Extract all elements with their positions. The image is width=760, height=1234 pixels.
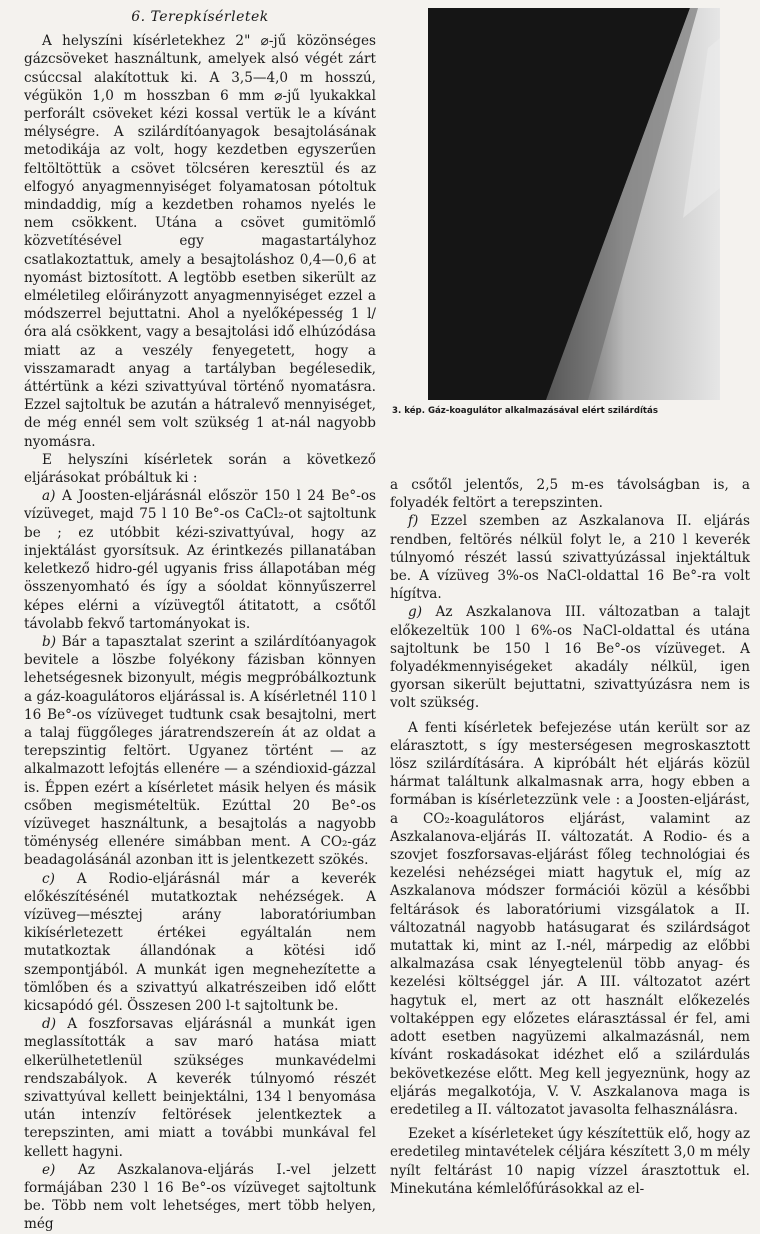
- paragraph-methods-list: E helyszíni kísérletek során a következő eljárásokat próbáltuk ki :: [24, 451, 376, 487]
- item-label-e: e): [42, 1161, 56, 1178]
- paragraph-b: [24, 633, 376, 870]
- figure-photo: [428, 8, 720, 400]
- item-text-a: A Joosten-eljárásnál először 150 l 24 Be°-os vízüveget, majd 75 l 10 Be°-os CaCl₂-ot sajtoltunk be ; ez utóbbit kézi-szivattyúval, hogy az injektálást gyorsítsuk. Az érintkezés pillanatában keletkező hidro-gél ugyanis friss állapotában még összenyomható és így a sóoldat könnyűszerrel képes elérni a vízüvegtől átitatott, a csőtől távolabb fekvő tartományokat is.: [24, 488, 376, 632]
- paragraph-a: [24, 487, 376, 633]
- item-text-f: Ezzel szemben az Aszkalanova II. eljárás rendben, feltörés nélkül folyt le, a 210 l keverék túlnyomó részét lassú szivattyúzással injektáltuk be. A vízüveg 3%-os NaCl-oldattal 16 Be°-ra volt hígítva.: [390, 513, 750, 603]
- paragraph-d: [24, 1015, 376, 1161]
- paragraph-g: [390, 603, 750, 712]
- paragraph-intro: A helyszíni kísérletekhez 2" ⌀-jű közönséges gázcsöveket használtunk, amelyek alsó végét zárt csúccsal alakítottuk ki. A 3,5—4,0 m hosszú, végükön 1,0 m hosszban 6 mm ⌀-jű lyukakkal perforált csöveket kézi kossal vertük le a kívánt mélységre. A szilárdítóanyagok besajtolásának metodikája az volt, hogy kezdetben egyszerűen feltöltöttük a csövet tölcséren keresztül és az elfogyó anyagmennyiséget folyamatosan pótoltuk mindaddig, míg a kezdetben rohamos nyelés le nem csökkent. Utána a csövet gumitömlő közvetítésével egy magastartályhoz csatlakoztattuk, amely a besajtoláshoz 0,4—0,6 at nyomást biztosított. A legtöbb esetben sikerült az elméletileg előirányzott anyagmennyiséget ezzel a módszerrel bejuttatni. Ahol a nyelőképesség 1 l/óra alá csökkent, vagy a besajtolási idő elhúzódása miatt az a veszély fenyegetett, hogy a visszamaradt anyag a tartályban begélesedik, áttértünk a kézi szivattyúval történő nyomatásra. Ezzel sajtoltuk be azután a hátralevő mennyiséget, de még ennél sem volt szükség 1 at-nál nagyobb nyomásra.: [24, 33, 376, 450]
- right-column: [390, 476, 750, 1198]
- item-label-c: c): [42, 870, 55, 887]
- item-text-d: A foszforsavas eljárásnál a munkát igen meglassították a sav maró hatása miatt elkerülhetetlenül szükséges munkavédelmi rendszabályok. A keverék túlnyomó részét szivattyúval kellett beinjektálni, 134 l benyomása után intenzív feltörések jelentkeztek a terepszinten, ami miatt a további munkával fel kellett hagyni.: [24, 1016, 376, 1160]
- section-heading: 6. Terepkísérletek: [131, 9, 269, 25]
- paragraph-continuation: a csőtől jelentős, 2,5 m-es távolságban is, a folyadék feltört a terepszinten.: [390, 477, 750, 512]
- item-label-a: a): [42, 488, 56, 505]
- item-label-b: b): [42, 633, 57, 650]
- item-text-c: A Rodio-eljárásnál már a keverék előkészítésénél mutatkoztak nehézségek. A vízüveg—mésztej arány laboratóriumban kikísérletezett értékei egyáltalán nem mutatkoztak állandónak a kötési idő szempontjából. A munkát igen megnehezítette a tömlőben és a szivattyú alkatrészeiben idő előtt kicsapódó gél. Összesen 200 l-t sajtoltunk be.: [24, 870, 376, 1014]
- paragraph-e: [24, 1161, 376, 1234]
- paragraph-c: [24, 870, 376, 1016]
- item-text-g: Az Aszkalanova III. változatban a talajt előkezeltük 100 l 6%-os NaCl-oldattal és utána sajtoltunk be 150 l 16 Be°-os vízüveget. A folyadékmennyiségeket akadály nélkül, igen gyorsan sikerült bejuttatni, szivattyúzásra nem is volt szükség.: [390, 604, 750, 712]
- item-label-g: g): [408, 604, 423, 621]
- item-text-e: Az Aszkalanova-eljárás I.-vel jelzett formájában 230 l 16 Be°-os vízüveget sajtoltunk be. Több nem volt lehetséges, mert több helyen, még: [24, 1161, 376, 1233]
- figure-caption: 3. kép. Gáz-koagulátor alkalmazásával elért szilárdítás: [392, 406, 658, 416]
- item-label-f: f): [408, 513, 419, 530]
- soil-stabilization-photo: [428, 8, 720, 400]
- paragraph-summary: A fenti kísérletek befejezése után került sor az elárasztott, s így mesterségesen megroskasztott lösz szilárdítására. A kipróbált hét eljárás közül hármat találtunk alkalmasnak arra, hogy ebben a formában is kísérletezzünk vele : a Joosten-eljárást, a CO₂-koagulátoros eljárást, valamint az Aszkalanova-eljárás II. változatát. A Rodio- és a szovjet foszforsavas-eljárást főleg technológiai és kezelési nehézségei miatt hagytuk el, míg az Aszkalanova módszer formációi közül a későbbi feltárások és laboratóriumi vizsgálatok a II. változatnál nagyobb hatásugarat és szilárdságot mutattak ki, mint az I.-nél, márpedig az előbbi alkalmazása csak lényegtelenül több anyag- és kezelési költséggel jár. A III. változatot azért hagytuk el, mert az ott használt előkezelés voltaképpen egy előzetes elárasztással ér fel, ami adott esetben nagyüzemi alkalmazásnál, nem kívánt roskadásokat idézhet elő a szilárdulás bekövetkezése előtt. Meg kell jegyeznünk, hogy az eljárás megalkotója, V. V. Aszkalanova maga is eredetileg a II. változatot javasolta felhasználásra.: [390, 719, 750, 1118]
- paragraph-f: [390, 512, 750, 603]
- item-label-d: d): [42, 1016, 57, 1033]
- paragraph-last: Ezeket a kísérleteket úgy készítettük elő, hogy az eredetileg mintavételek céljára készített 3,0 m mély nyílt feltárást 10 napig vízzel árasztottuk el. Minekutána kémlelőfúrásokkal az el-: [390, 1126, 750, 1197]
- item-text-b: Bár a tapasztalat szerint a szilárdítóanyagok bevitele a löszbe folyékony fázisban könnyen lehetségesnek bizonyult, mégis megpróbálkoztunk a gáz-koagulátoros eljárással is. A kísérletnél 110 l 16 Be°-os vízüveget tudtunk csak besajtolni, mert a talaj függőleges járatrendszereín át az oldat a terepszintig feltört. Ugyanez történt — az alkalmazott lefojtás ellenére — a széndioxid-gázzal is. Éppen ezért a kísérletet másik helyen és másik csőben megismételtük. Ezúttal 20 Be°-os vízüveget használtunk, a besajtolás a nagyobb töménység ellenére simábban ment. A CO₂-gáz beadagolásánál azonban itt is jelentkezett szökés.: [24, 633, 376, 869]
- left-column: [24, 8, 376, 1234]
